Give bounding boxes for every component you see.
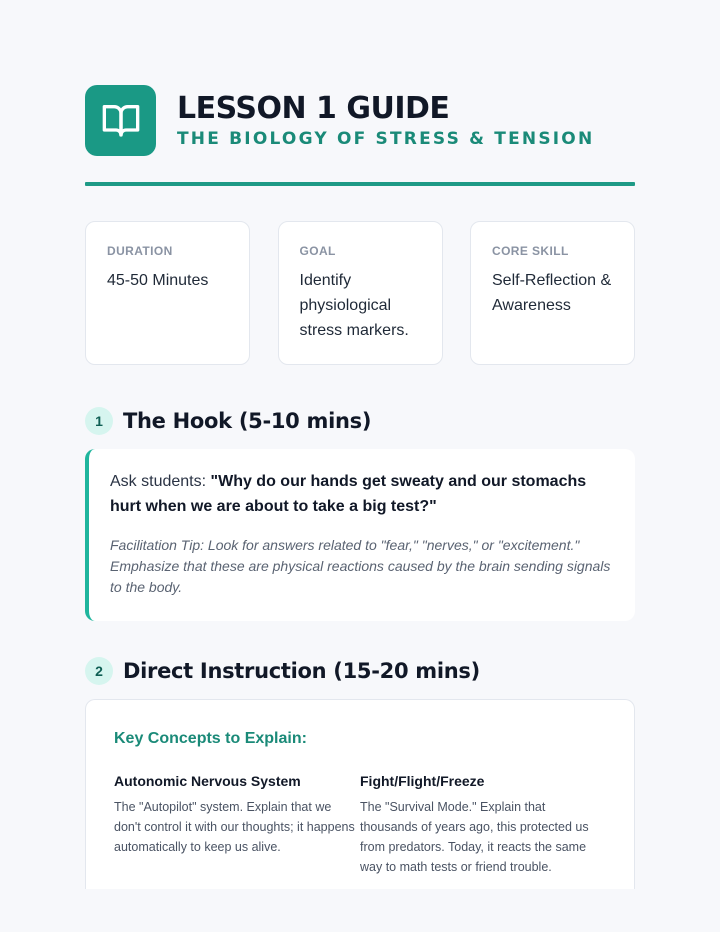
lesson-logo (85, 85, 156, 156)
concept-item (114, 773, 360, 877)
info-cards (85, 221, 635, 365)
section-number-badge: 1 (85, 407, 113, 435)
lesson-guide (85, 84, 635, 889)
section-number-badge: 2 (85, 657, 113, 685)
page-subtitle: THE BIOLOGY OF STRESS & TENSION (177, 128, 595, 149)
section-heading-hook (85, 407, 635, 435)
header-divider (85, 182, 635, 186)
direct-instruction-card (85, 699, 635, 889)
card-value: Identify physiological stress markers. (299, 272, 409, 339)
concept-text: The "Autopilot" system. Explain that we don't control it with our thoughts; it happens automatically to keep us alive. (114, 800, 355, 854)
ask-prefix: Ask students: (110, 473, 211, 490)
hook-card (85, 449, 635, 621)
concept-item (360, 773, 606, 877)
concept-text: The "Survival Mode." Explain that thousands of years ago, this protected us from predators. Today, it reacts the same way to math tests or friend trouble. (360, 800, 589, 874)
page-title: LESSON 1 GUIDE (177, 90, 450, 126)
card-label: CORE SKILL (492, 244, 569, 258)
open-book-icon (101, 100, 141, 140)
card-value: 45-50 Minutes (107, 272, 209, 289)
section-title: The Hook (5-10 mins) (123, 409, 372, 433)
core-skill-card (470, 221, 635, 365)
section-heading-direct-instruction (85, 657, 635, 685)
concepts-heading: Key Concepts to Explain: (114, 730, 307, 747)
ask-students-prompt (110, 469, 613, 519)
card-label: DURATION (107, 244, 173, 258)
section-title: Direct Instruction (15-20 mins) (123, 659, 480, 683)
concept-title: Autonomic Nervous System (114, 773, 301, 789)
ask-question: "Why do our hands get sweaty and our stomachs hurt when we are about to take a big test?" (110, 473, 587, 515)
goal-card (278, 221, 443, 365)
concepts-grid (114, 773, 606, 877)
card-label: GOAL (299, 244, 336, 258)
concept-title: Fight/Flight/Freeze (360, 773, 485, 789)
card-value: Self-Reflection & Awareness (492, 272, 612, 314)
header-titles (177, 92, 594, 149)
duration-card (85, 221, 250, 365)
header (85, 84, 635, 156)
facilitation-tip: Facilitation Tip: Look for answers related to "fear," "nerves," or "excitement." Emphasize that these are physical reactions caused by the brain sending signals to the body. (110, 537, 611, 595)
